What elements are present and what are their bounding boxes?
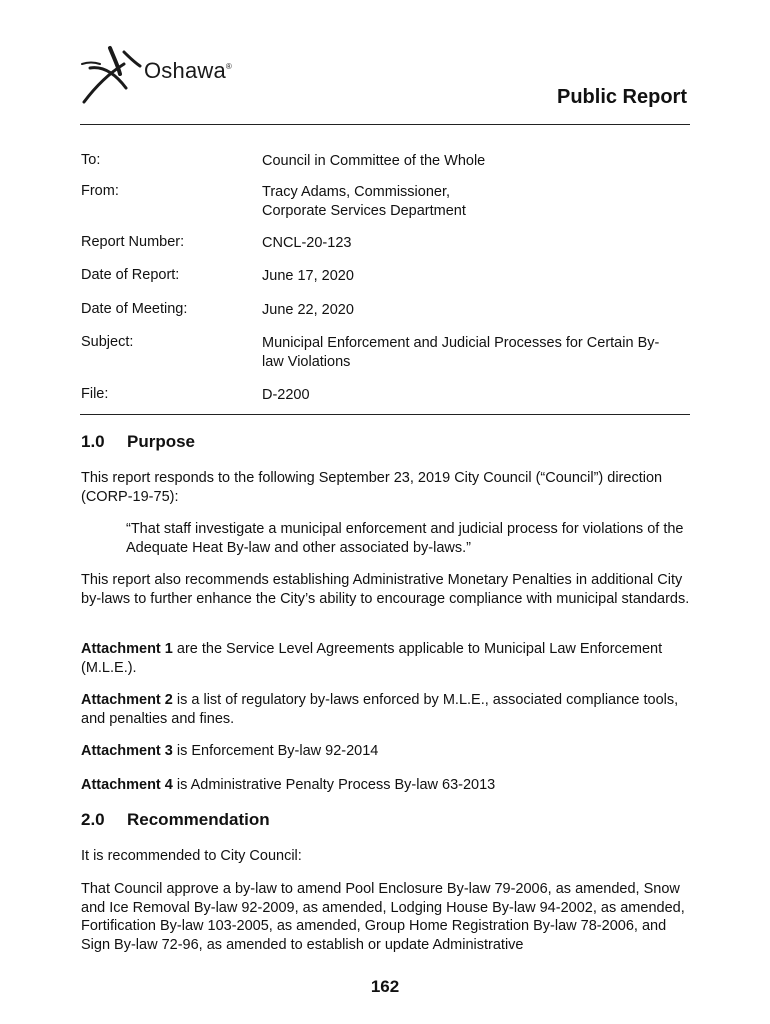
purpose-paragraph: This report also recommends establishing Administrative Monetary Penalties in additional City by-laws to further enhance the City’s ability to encourage compliance with municipal standards.: [81, 572, 690, 607]
attachment-label: Attachment 2: [81, 692, 173, 708]
meta-label: Subject:: [81, 334, 134, 350]
attachment-1-paragraph: Attachment 1 are the Service Level Agreements applicable to Municipal Law Enforcement (M.L.E.).: [81, 641, 663, 676]
oshawa-swoosh-icon: [80, 44, 144, 106]
from-line: Corporate Services Department: [262, 203, 466, 219]
recommendation-paragraph: That Council approve a by-law to amend Pool Enclosure By-law 79-2006, as amended, Snow and Ice Removal By-law 92-2009, as amended, Lodging House By-law 94-2002, as amended, Fortification By-law 103-2005, as amended, Group Home Registration By-law 78-2006, and Sign By-law 72-96, as amended to establish or update Administrative: [81, 881, 685, 953]
recommendation-paragraph: It is recommended to City Council:: [81, 848, 302, 864]
meta-label: File:: [81, 386, 109, 402]
meta-row-subject: [81, 334, 691, 386]
attachment-label: Attachment 3: [81, 743, 173, 759]
meta-row-report-number: [81, 234, 691, 267]
meta-row-file: [81, 386, 691, 410]
attachment-4-paragraph: Attachment 4 is Administrative Penalty Process By-law 63-2013: [81, 777, 496, 793]
meta-value: D-2200: [262, 387, 310, 403]
section-number: 1.0: [81, 432, 105, 451]
report-metadata: [81, 152, 691, 410]
council-direction-quote: “That staff investigate a municipal enforcement and judicial process for violations of the Adequate Heat By-law and other associated by-laws.”: [126, 521, 684, 556]
attachment-label: Attachment 4: [81, 777, 173, 793]
meta-value: CNCL-20-123: [262, 235, 352, 251]
attachment-3-paragraph: Attachment 3 is Enforcement By-law 92-2014: [81, 743, 379, 759]
header-divider: [80, 124, 690, 125]
oshawa-logo: [80, 44, 260, 106]
meta-label: To:: [81, 152, 101, 168]
section-number: 2.0: [81, 810, 105, 829]
page-number: 162: [370, 977, 400, 996]
section-heading-recommendation: [81, 810, 270, 830]
attachment-label: Attachment 1: [81, 641, 173, 657]
from-line: Tracy Adams, Commissioner,: [262, 184, 451, 200]
logo-wordmark: Oshawa®: [144, 58, 233, 83]
meta-row-from: [81, 183, 691, 234]
purpose-paragraph: This report responds to the following September 23, 2019 City Council (“Council”) direction (CORP-19-75):: [81, 470, 663, 505]
section-heading-purpose: [81, 432, 195, 452]
meta-label: Date of Meeting:: [81, 301, 188, 317]
meta-value: Council in Committee of the Whole: [262, 153, 486, 169]
meta-label: Report Number:: [81, 234, 185, 250]
attachment-2-paragraph: Attachment 2 is a list of regulatory by-laws enforced by M.L.E., associated compliance tools, and penalties and fines.: [81, 692, 679, 727]
meta-value: June 22, 2020: [262, 302, 354, 318]
meta-value: [262, 183, 691, 234]
metadata-divider: [80, 414, 690, 415]
meta-row-date-of-meeting: [81, 301, 691, 334]
meta-label: From:: [81, 183, 119, 199]
meta-value: June 17, 2020: [262, 268, 354, 284]
meta-value: Municipal Enforcement and Judicial Processes for Certain By-law Violations: [262, 335, 660, 370]
meta-row-date-of-report: [81, 267, 691, 301]
meta-label: Date of Report:: [81, 267, 180, 283]
meta-row-to: [81, 152, 691, 183]
section-title: Recommendation: [127, 810, 270, 829]
report-type-title: Public Report: [556, 86, 687, 108]
section-title: Purpose: [127, 432, 196, 451]
